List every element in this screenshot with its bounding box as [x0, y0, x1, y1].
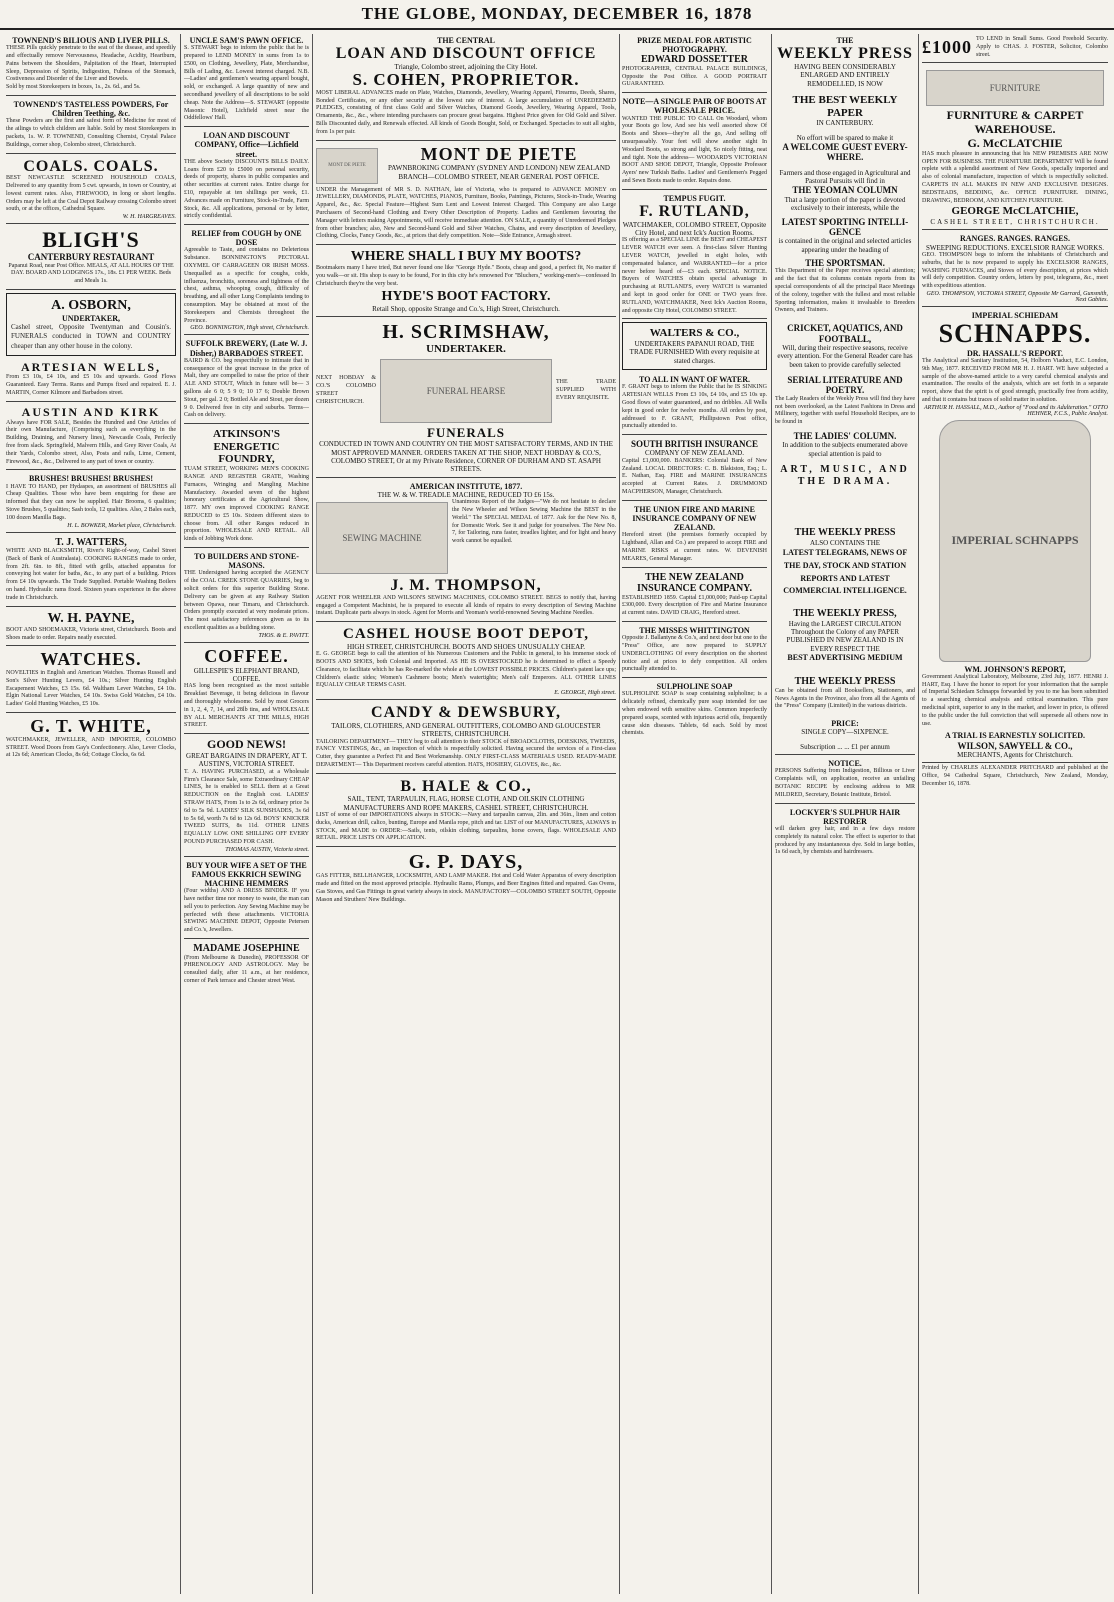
- ad-heading: LOCKYER'S SULPHUR HAIR RESTORER: [789, 807, 901, 826]
- ad-heading: A. OSBORN,: [51, 298, 131, 314]
- ad-text: Having the LARGEST CIRCULATION Throughout the Colony of any PAPER PUBLISHED IN NEW ZEALAND IS IN EVERY RESPECT THE: [786, 619, 904, 653]
- ad-text: AGENT FOR WHEELER AND WILSON'S SEWING MACHINES, COLOMBO STREET. BEGS to notify that, having engaged a Competent Machinist, he is prepared to execute all kinds of repairs to every description of Sewing Machine instant. Duplicate parts always in stock. Agent for Morris and Yeoman's world-renowned Sewing Machine Needles.: [316, 594, 616, 617]
- ad-heading: FUNERALS: [426, 424, 506, 440]
- ad-text: WHITE AND BLACKSMITH, River's Right-of-way, Cashel Street (Back of Bank of Australasia). COOKING RANGES made to order, from 2ft. 6in. to 8ft., fitted with grills, attached apparatus for conveying hot water for baths, &c., to any part of a building. Prices from £4 10s upwards. The Trade Supplied. Portable Washing Boilers on hand. Hydraulic rams fixed. Sixteen years experience in the above trade in Christchurch.: [6, 548, 176, 601]
- ad-heading: UNCLE SAM'S PAWN OFFICE.: [189, 36, 304, 45]
- ad-heading: THE SPORTSMAN.: [805, 258, 885, 269]
- ad-heading: ATKINSON'S ENERGETIC FOUNDRY,: [212, 428, 281, 466]
- ad-blighs: [6, 226, 176, 290]
- ad-heading: TOWNEND'S TASTELESS POWDERS, For Children Teething, &c.: [13, 99, 169, 119]
- ad-signature: GEO. BONNINGTON, High street, Christchurch.: [190, 325, 309, 332]
- ad-heading: RANGES. RANGES. RANGES.: [959, 234, 1071, 244]
- ad-townend-pills: [6, 34, 176, 96]
- ad-text: Farmers and those engaged in Agricultural and Pastoral Pursuits will find in: [779, 168, 911, 186]
- ad-text: TO LEND in Small Sums. Good Freehold Security. Apply to CHAS. J. FOSTER, Solicitor, Colombo street.: [976, 36, 1108, 58]
- ad-subheading: Triangle, Colombo street, adjoining the City Hotel.: [394, 62, 538, 71]
- ad-heading: THE UNION FIRE AND MARINE INSURANCE COMPANY OF NEW ZEALAND.: [632, 504, 757, 533]
- imprint: Printed by CHARLES ALEXANDER PRITCHARD and published at the Office, 94 Cathedral Square, Christchurch, New Zealand, Monday, December 16, 1878.: [922, 765, 1108, 787]
- ad-text: BEST NEWCASTLE SCREENED HOUSEHOLD COALS, Delivered to any quantity from 5 cwt. upwards, in town or Country, at lowest current rates. Also, FIREWOOD, in long or short lengths. Orders may be left at the Coal Depot Railway crossing Colombo street south, or at the offices, Cathedral Square.: [6, 175, 176, 213]
- ad-builders: [184, 550, 309, 643]
- ad-madame-josephine: [184, 941, 309, 989]
- ad-heading: TO ALL IN WANT OF WATER.: [639, 375, 750, 385]
- pawn-balls-icon: [316, 148, 378, 184]
- ad-wheeler-wilson: [316, 480, 616, 623]
- ad-heading: J. M. THOMPSON,: [390, 577, 542, 595]
- ad-text: NEXT HOBDAY & CO.'S COLOMBO STREET CHRISTCHURCH.: [316, 375, 376, 405]
- ad-heading: LOAN AND DISCOUNT COMPANY, Office—Lichfield street.: [194, 131, 299, 159]
- ad-text: MERCHANTS, Agents for Christchurch.: [957, 751, 1073, 759]
- ad-heading: CASHEL HOUSE BOOT DEPOT,: [342, 626, 589, 643]
- ad-text: Unanimous Report of the Judges—"We do not hesitate to declare the New Wheeler and Wilson Sewing Machine the BEST in the World." The SPECIAL MEDAL of 1877. Ask for the New No. 8, for Domestic Work. See it and judge for yourselves. The New No. 7, for Tailoring, runs faster, treadles lighter, and for light and heavy work cannot be equalled.: [452, 499, 616, 545]
- ad-brushes: [6, 472, 176, 532]
- ad-signature: THOS. & E. PAVITT.: [258, 632, 309, 639]
- ad-text: (Four widths) AND A DRESS BINDER. IF you have neither time nor money to waste, the man can sell you to perfection. Any Sewing Machine may be perfected with these attachments. VICTORIA SEWING MACHINE DEPOT, Opposite Petersen and Co.'s, Jewellers.: [184, 888, 309, 934]
- ad-text: The Lady Readers of the Weekly Press will find they have not been overlooked, as the Latest Fashions in Dress and Millinery, together with useful Household Recipes, are to be found in: [775, 395, 915, 426]
- ad-text: is contained in the original and selected articles appearing under the heading of: [778, 237, 912, 254]
- ad-text: BAIRD & CO. beg respectfully to intimate that in consequence of the great increase in the price of Malt, they are compelled to raise the price of their ALE AND STOUT, Which in future will be— 3 gallons ale 6 0; 5 9 0; 10 17 6; Double Brown Stout, per gal. 2 0; Bottled Ale and Stout, per dozen 9 0. Delivered free in city and suburbs. Terms—Cash on delivery.: [184, 357, 309, 419]
- ad-text: LIST of some of our IMPORTATIONS always in STOCK:—Navy and tarpaulin canvas, 2lin. and 36in., linen and cotton ducks, American drill, calico, bunting, Europe and Manila rope, pitch and tar. LIST of our MANUFACTURES, ALWAYS in STOCK, and MADE to ORDER:—Sails, tents, oilskin clothing, tarpaulins, horse covers, flags. WHOLESALE AND RETAIL. PRICE LISTS ON APPLICATION.: [316, 812, 616, 842]
- ad-text: Opposite J. Ballantyne & Co.'s, and next door but one to the "Press" Office, are now prepared to SUPPLY UNDERCLOTHING Of every description on the shortest notice and at prices to defy competition. All orders punctually attended to.: [622, 635, 767, 673]
- ad-text: This Department of the Paper receives special attention; and the fact that its columns contain reports from its special correspondents of all the principal Race Meetings of the colony, together with the fullest and most reliable Sporting information, makes it invaluable to Breeders Owners, and Trainers.: [775, 268, 915, 314]
- ad-heading: COALS. COALS.: [23, 157, 159, 175]
- ad-subheading: CASHEL STREET, CHRISTCHURCH.: [930, 218, 1100, 226]
- ad-where-boots: [316, 247, 616, 317]
- ad-heading: GEORGE McCLATCHIE,: [951, 205, 1079, 218]
- ad-heading: T. J. WATTERS,: [55, 536, 127, 548]
- ad-text: IS offering as a SPECIAL LINE the BEST and CHEAPEST LEVER WATCH ever seen. A first-class Silver Hunting LEVER WATCH, jewelled in eight holes, with compensated balance, and WARRANTED—for a price never before heard of—£3 each. SPECIAL NOTICE. Buyers of WATCHES obtain special advantage in purchasing at RUTLAND'S, every WATCH is warranted and kept in good order for ONE or TWO years free. RUTLAND, WATCHMAKER, Next Ick's Auction Rooms, and opposite City Hotel, COLOMBO STREET.: [622, 237, 767, 314]
- ad-artesian-wells: [6, 359, 176, 402]
- ad-walters: [622, 322, 767, 370]
- ad-text: Sold by most Storekeepers in boxes, 1s., 2s. 6d., and 5s.: [6, 84, 141, 91]
- ad-subheading: THE W. & W. TREADLE MACHINE, REDUCED TO £6 15s.: [377, 490, 555, 499]
- ad-text: (From Melbourne & Dunedin), PROFESSOR OF PHRENOLOGY AND ASTROLOGY. May be consulted daily, after 11 a.m., at her residence, corner of Park terrace and Chester street West.: [184, 954, 309, 984]
- ad-heading: MONT DE PIETE: [420, 143, 578, 164]
- ad-heading: COFFEE.: [204, 645, 289, 666]
- ad-text: THE above Society DISCOUNTS BILLS DAILY. Loans from £20 to £5000 on personal security, deeds of property, shares in public companies and other securities at current rates. Entire charge for £10, repayable at ten shillings per week, £1. Advances made on Furniture, Stock-in-Trade, Farm Stock, &c. All applications, personal or by letter, strictly confidential.: [184, 158, 309, 220]
- ad-heading: G. McCLATCHIE: [967, 135, 1063, 150]
- ad-text: THE TRADE SUPPLIED WITH EVERY REQUISITE.: [556, 379, 616, 401]
- ad-text: Subscription ... ... £1 per annum: [800, 742, 890, 751]
- ad-text: PHOTOGRAPHER, CENTRAL PALACE BUILDINGS, Opposite the Post Office. A GOOD PORTRAIT GUARANTEED.: [622, 65, 767, 88]
- ad-coffee: [184, 645, 309, 734]
- ad-watches: [6, 648, 176, 713]
- ad-text: HAS long been recognised as the most suitable Breakfast Beverage, it being delicious in flavour and thoroughly wholesome. Sold by most Grocers in 1, 2, 4, 7, 14, and 28lb tins, and WHOLESALE BY ALL MERCHANTS AT THE MILLS, HIGH STREET.: [184, 683, 309, 729]
- ad-grant-water: [622, 373, 767, 435]
- ad-signature: E. GEORGE, High street.: [554, 690, 616, 697]
- ad-text: ALSO CONTAINS THE: [809, 538, 881, 547]
- ad-heading: THE BEST WEEKLY PAPER: [792, 93, 898, 119]
- ad-heading: ART, MUSIC, AND THE DRAMA.: [780, 464, 910, 487]
- ad-ranges: [922, 232, 1108, 307]
- ad-subheading: IN CANTERBURY.: [816, 119, 874, 128]
- mont-header: [316, 145, 616, 187]
- ad-heading: BLIGH'S: [42, 227, 140, 253]
- ad-heading: TEMPUS FUGIT.: [663, 193, 726, 203]
- ad-text: No effort will be spared to make it: [796, 133, 894, 142]
- ad-heading: THE WEEKLY PRESS: [794, 527, 896, 539]
- hearse-icon: [380, 359, 552, 423]
- ad-weekly-press: [775, 34, 915, 755]
- ad-subheading: GREAT BARGAINS IN DRAPERY, AT T. AUSTIN'S, VICTORIA STREET.: [186, 751, 307, 769]
- ad-text: Papanui Road, near Post Office. MEALS, AT ALL HOURS OF THE DAY. BOARD AND LODGINGS 17s., 18s. £1 PER WEEK. Beds and Meals 1s.: [8, 262, 174, 285]
- ad-subheading: UNDERTAKER,: [61, 314, 121, 324]
- ad-text: F. GRANT begs to inform the Public that he IS SINKING ARTESIAN WELLS From £3 10s, £4 10s, and £5 10s up. Good flows of water guaranteed, and no dribbles. All Wells kept in good order for twelve months. All orders by post, addressed to F. GRANT, Phillipstown Post office, punctually attended to.: [622, 384, 767, 430]
- ad-text: From £3 10s, £4 10s, and £5 10s and upwards. Good Flows Guaranteed. Easy Terms. Rams and Pumps fixed and repaired. E. J. MARTIN, Corner Kilmore and Barbadoes street.: [6, 374, 176, 396]
- ad-loan-discount: [184, 129, 309, 225]
- ad-atkinson-foundry: [184, 426, 309, 548]
- ad-relief-cough: [184, 227, 309, 335]
- ad-heading: CANDY & DEWSBURY,: [371, 704, 561, 722]
- ad-cashel-house: [316, 624, 616, 700]
- ad-heading: W. H. PAYNE,: [47, 610, 135, 626]
- ad-heading: BUY YOUR WIFE A SET OF THE FAMOUS EKKRICH SEWING MACHINE HEMMERS: [186, 860, 307, 889]
- ad-text: S. STEWART begs to inform the public that he is prepared to LEND MONEY in sums from 1s to £500, on Clothing, Jewellery, Plate, Merchandise, Bills of Lading, &c. Lowest interest charged. N.B.—Ladies' and gentlemen's wearing apparel bought, sold, or exchanged. A large quantity of new and secondhand jewellery of all descriptions to be sold cheap. Note the Address—S. STEWART (opposite Masonic Hotel), Lichfield street near the Oddfellows' Hall.: [184, 45, 309, 122]
- ad-heading: THE NEW ZEALAND INSURANCE COMPANY.: [636, 571, 752, 595]
- ad-heading: PRIZE MEDAL FOR ARTISTIC PHOTOGRAPHY.: [637, 36, 752, 55]
- ad-text: E. G. GEORGE begs to call the attention of his Numerous Customers and the Public in general, to his immense stock of BOOTS AND SHOES, both Colonial and Imported. AS HE IS OVERSTOCKED he is determined to effect a Speedy Clearance, to facilitate which he has Re-marked the whole at the LOWEST POSSIBLE PRICES. Children's patent lace ups; Children's elastic sides; Women's Cashmere boots; Men's watertights; Men's calf Emperors. ALL OTHER LINES EQUALLY CHEAP. TERMS CASH.: [316, 651, 616, 689]
- ad-text: Can be obtained from all Booksellers, Stationers, and News Agents in the Province, also from all the Agents of the "Press" Company (Limited) in the various districts.: [775, 687, 915, 710]
- ad-heading: LATEST TELEGRAMS, NEWS OF THE DAY, STOCK AND STATION REPORTS AND LATEST COMMERCIAL INTELLIGENCE.: [782, 547, 908, 596]
- illus-caption: MONT DE PIETE: [328, 163, 366, 169]
- ad-austin-kirk: [6, 404, 176, 471]
- ad-watters: [6, 535, 176, 607]
- ad-text: HAS much pleasure in announcing that his NEW PREMISES ARE NOW OPEN FOR BUSINESS. THE FURNITURE DEPARTMENT Will be found replete with a splendid assortment of New Goods, specially imported and also of colonial manufacture, inspection of which is respectfully solicited. CARPETS IN ALL MAKES IN NEW AND EXCLUSIVE DESIGNS. BEDSTEADS, BEDDING, &c. OFFICE FURNITURE. DINING, DRAWING, BEDROOM, AND KITCHEN FURNITURE.: [922, 150, 1108, 204]
- ad-signature: W. H. HARGREAVES.: [122, 214, 176, 221]
- ad-heading: WATCHES.: [40, 649, 142, 670]
- ad-heading: THE WEEKLY PRESS: [794, 676, 896, 688]
- ad-text: Always have FOR SALE, Besides the Hundred and One Articles of their own Manufacture, (Comprising such as everything in the Building, Draining, and Nursery lines), Newcastle Coals, Perfectly free from slack. Springfield, Malvern Hills, and Grey River Coals, At their Yards, Colombo street, Also, Posts and rails, Lime, Cement, Firewood, &c., &c., Delivered to any part of town or country.: [6, 419, 176, 465]
- ad-text: ESTABLISHED 1859. Capital £1,000,000; Paid-up Capital £300,000. Every description of Fire and Marine Insurance at current rates. DAVID CRAIG, Hereford street.: [622, 594, 767, 617]
- ad-heading: B. HALE & CO.,: [400, 777, 532, 795]
- ad-text: CONDUCTED IN TOWN AND COUNTRY ON THE MOST SATISFACTORY TERMS, AND IN THE MOST APPROVED MANNER. ORDERS TAKEN AT THE SHOP, NEXT HOBDAY & CO.'S, COLOMBO STREET, Or at my Private Residence, CORNER OF DURHAM AND ST. ASAPH STREETS.: [319, 440, 613, 474]
- column-rule: [918, 34, 919, 1594]
- ad-lend-money: [922, 34, 1108, 63]
- ad-text: MOST LIBERAL ADVANCES made on Plate, Watches, Diamonds, Jewellery, Wearing Apparel, Firearms, Deeds, Shares, Bonded Certificates, or any other security at the lowest rate of interest. A large accumulation of UNREDEEMED PLEDGES, consisting of first class Gold and Silver Watches, Diamond Goods, Jewellery, Wearing Apparel, Tools, Ornaments, &c., &c., where intending purchasers can procure great bargains. Highest Price given for Old Gold and Silver. Bills Discounted daily, and Renewals effected. All kinds of Goods Bought, Sold, or Exchanged. Spectacles to suit all sights, from 1s per pair.: [316, 89, 616, 135]
- ad-townend-powders: [6, 98, 176, 154]
- ad-heading: THE LADIES' COLUMN.: [793, 430, 897, 441]
- ad-heading: SUFFOLK BREWERY, (Late W. J. Disher,) BARBADOES STREET.: [185, 339, 308, 358]
- illus-caption: SEWING MACHINE: [342, 533, 422, 544]
- ad-woodard: [622, 95, 767, 190]
- ad-text: PERSONS Suffering from Indigestion, Billious or Liver Complaints will, on application, receive an unfailing BOTANIC RECIPE by enclosing address to MR MILDRED, Secretary, Botanic Institute, Bristol.: [775, 768, 915, 798]
- ad-subheading: GILLESPIE'S ELEPHANT BRAND, COFFEE.: [193, 666, 300, 684]
- ad-heading: THE MISSES WHITTINGTON: [639, 625, 750, 635]
- ad-heading: CRICKET, AQUATICS, AND FOOTBALL,: [787, 323, 903, 344]
- ad-text: T. A. HAVING PURCHASED, at a Wholesale Firm's Clearance Sale, some Extraordinary CHEAP LINES, he is enabled to SELL them at a Great REDUCTION on the English cost. LADIES' STRAW HATS, From 1s to 2s 6d, ordinary price 3s 6d to 5s 9d. LADIES' SILK SUNSHADES, 3s 6d to 5s 6d, worth 7s 6d to 12s 6d. BOYS' KNICKER TWEED SUITS, 8s 11d. OTHER LINES EQUALLY LOW. ONE SHILLING OFF EVERY POUND PURCHASED FOR CASH.: [184, 768, 309, 845]
- ad-osborn: [6, 293, 176, 356]
- schnapps-bottle-icon: [939, 420, 1091, 662]
- ad-rutland: [622, 192, 767, 320]
- ad-text: Bootmakers many I have tried, But never found one like "George Hyde." Boots, cheap and good, a perfect fit, No matter if you walk—or sit. His shop is easy to be found, For in this city he's renowned For "Bluchers," working-men's—confessed In Christchurch they're the very best.: [316, 265, 616, 287]
- ad-text: GAS FITTER, BELLHANGER, LOCKSMITH, AND LAMP MAKER. Hot and Cold Water Apparatus of every description made and fitted on the most approved principle. Hydraulic Rams, Plumps, and Beer Engines fitted and repaired. Gas Ovens, Gas Stoves, and Gas Fittings in great variety always in stock. MANUFACTORY—COLOMBO STREET SOUTH, Opposite Mason and Struthers' New Buildings.: [316, 873, 616, 903]
- column-rule: [312, 34, 313, 1594]
- column-rule: [619, 34, 620, 1594]
- illus-caption: FUNERAL HEARSE: [426, 385, 506, 396]
- ad-text: Hereford street (the premises formerly occupied by Lightband, Allan and Co.) are prepared to accept FIRE and MARINE RISKS at current rates. W. DEVENISH MEARES, General Manager.: [622, 532, 767, 562]
- column-3: [316, 34, 616, 1594]
- ad-heading: WHERE SHALL I BUY MY BOOTS?: [350, 249, 582, 265]
- ad-heading: AUSTIN AND KIRK: [21, 404, 161, 419]
- illus-caption: FURNITURE: [989, 83, 1041, 94]
- ad-payne: [6, 609, 176, 647]
- ad-subheading: Retail Shop, opposite Strange and Co.'s, High Street, Christchurch.: [372, 304, 560, 313]
- ad-subheading: TAILORS, CLOTHIERS, AND GENERAL OUTFITTERS, COLOMBO AND GLOUCESTER STREETS, CHRISTCHURCH.: [331, 721, 601, 739]
- lend-row: [922, 36, 1108, 59]
- ad-subheading: CANTERBURY RESTAURANT: [27, 252, 155, 263]
- ad-heading: SCHNAPPS.: [938, 319, 1092, 349]
- ad-heading: SERIAL LITERATURE AND POETRY.: [787, 375, 903, 396]
- column-6: [922, 34, 1108, 1594]
- ad-heading: AMERICAN INSTITUTE, 1877.: [409, 481, 523, 491]
- ad-hale: [316, 776, 616, 848]
- ad-heading: G. P. DAYS,: [408, 851, 524, 874]
- ad-text: SULPHOLINE SOAP is soap containing sulpholine; is a delicately refined, chemically pure soap intended for use when endowed with sensitive skins. Common imperfectly prepared soaps, scented with injurious acrid oils, frequently cause skin diseases. Tablets, 6d each. Sold by most chemists.: [622, 691, 767, 737]
- ad-heading: NOTE—A SINGLE PAIR OF BOOTS AT WHOLESALE PRICE.: [622, 97, 767, 116]
- ad-subheading: PAWNBROKING COMPANY (SYDNEY AND LONDON) NEW ZEALAND BRANCH—COLOMBO STREET, NEAR GENERAL POST OFFICE.: [388, 164, 610, 181]
- ad-uncle-sams: [184, 34, 309, 127]
- ad-text: will darken grey hair, and in a few days restore completely its natural color. The effect is superior to that produced by any instantaneous dye. Sold in large bottles, 1s 6d each, by chemists and hairdressers.: [775, 826, 915, 856]
- ad-heading: LATEST SPORTING INTELLI-GENCE: [781, 216, 909, 237]
- ad-central-loan: [316, 34, 616, 141]
- ad-heading: DR. HASSALL'S REPORT.: [966, 348, 1064, 358]
- ad-whittington: [622, 624, 767, 678]
- ad-text: Cashel street, Opposite Twentyman and Cousin's. FUNERALS conducted in TOWN and COUNTRY cheaper than any other house in the colony.: [11, 323, 171, 350]
- ad-heading: BEST ADVERTISING MEDIUM: [787, 653, 903, 663]
- ad-text: UNDER the Management of MR S. D. NATHAN, late of Victoria, who is prepared to ADVANCE MONEY on JEWELLERY, DIAMONDS, PLATE, WATCHES, PIANOS, Furniture, Books, Paintings, Pictures, Stock-in-Trade, Wearing Apparel, &c., &c. Special Feature—Highest Sum Lent and Lowest Interest Charged. This Company are also Large Purchasers of Second-hand Clothing and Every Other Description of Property. Ladies and Gentlemen favouring the Manager with letters making Appointments, will receive immediate attention. ON SALE, a quantity of Unredeemed Pledges from other branches; also, New and Second-hand Gold and Silver Watches, Chains, and every description of Jewellery, Clothing, Clocks, Fancy Goods, &c., at prices that defy competition. Note—Side Entrance, Armagh street.: [316, 186, 616, 240]
- ad-signature: H. L. BOWKER, Market place, Christchurch.: [67, 522, 176, 529]
- ad-heading: EDWARD DOSSETTER: [641, 54, 748, 66]
- ad-text: THE Undersigned having accepted the AGENCY of the COAL CREEK STONE QUARRIES, beg to solicit orders for this superior Building Stone. Delivery can be given at any Railway Station between Opawa, near Timaru, and Christchurch. Orders promptly executed at very moderate prices. The most satisfactory references given as to its excellent qualities as a building stone.: [184, 570, 309, 632]
- furniture-icon: [926, 70, 1104, 106]
- ad-text: Will, during their respective seasons, receive every attention. For the General Reader care has been taken to provide carefully selected: [777, 343, 913, 369]
- ad-suffolk-brewery: [184, 337, 309, 424]
- ad-heading: RELIEF from COUGH by ONE DOSE: [191, 229, 302, 248]
- ad-heading: A WELCOME GUEST EVERY-WHERE.: [782, 142, 908, 163]
- ad-subheading: UNDERTAKER.: [426, 343, 506, 356]
- ad-good-news: [184, 736, 309, 857]
- ad-text: These Powders are the first and safest form of Medicine for most of the ailings to which children are liable. Sold by most Storekeepers in packets, 1s. W. P. TOWNEND, Consulting Chemist, Crystal Palace Buildings, corner shop, Colombo street, Christchurch.: [6, 118, 176, 148]
- column-rule: [771, 34, 772, 1594]
- ad-signature: GEO. THOMPSON, VICTORIA STREET, Opposite Mr Garrard, Gunsmith, Next Gabites.: [926, 290, 1108, 303]
- ad-union-fire: [622, 503, 767, 568]
- ad-south-british: [622, 437, 767, 501]
- ad-heading: WALTERS & CO.,: [649, 327, 740, 340]
- ad-heading: SOUTH BRITISH INSURANCE: [630, 439, 759, 450]
- ad-heading: IMPERIAL SCHIEDAM: [971, 310, 1059, 320]
- ad-mont-de-piete: [316, 143, 616, 246]
- ad-text: Agreeable to Taste, and contains no Deleterious Substance. BONNINGTON'S PECTORAL OXYMEL OF CARRAGEEN OR IRISH MOSS. Unequalled as a specific for coughs, colds, influenza, bronchitis, soreness and tightness of the chest, asthma, whooping cough, difficulty of breathing, and all other Lung Complaints tending to consumption. May be obtained at most of the Storekeepers and Chemists throughout the Province.: [184, 247, 309, 324]
- ad-heading: WM. JOHNSON'S REPORT,: [964, 664, 1066, 674]
- ad-heading: F. RUTLAND,: [639, 203, 750, 220]
- ad-heading: FURNITURE & CARPET WAREHOUSE.: [946, 108, 1084, 137]
- column-2: [184, 34, 309, 1594]
- ad-days: [316, 849, 616, 907]
- ad-subheading: SAIL, TENT, TARPAULIN, FLAG, HORSE CLOTH, AND OILSKIN CLOTHING MANUFACTURERS AND ROPE MAKERS, CASHEL STREET, CHRISTCHURCH.: [343, 795, 589, 812]
- ad-text: GEO. THOMPSON begs to inform the inhabitants of Christchurch and suburbs, that he is now prepared to supply his EXCELSIOR RANGES, WASHING FURNACES, and Stoves of every description, at prices which will defy competition. Country orders, letters by post, telegrams, &c., meet with expeditious attention.: [922, 251, 1108, 290]
- ad-text: Capital £1,000,000. BANKERS: Colonial Bank of New Zealand. LOCAL DIRECTORS: C. B. Blakiston, Esq.; L. E. Nathan, Esq. FIRE and MARINE INSURANCES accepted at Current Rates. J. DRUMMOND MACPHERSON, Manager, Christchurch.: [622, 457, 767, 496]
- illus-caption: IMPERIAL SCHNAPPS: [951, 533, 1079, 548]
- ad-furniture: [922, 65, 1108, 230]
- ad-text: In addition to the subjects enumerated above special attention is paid to: [782, 441, 908, 458]
- masthead-title: THE GLOBE, MONDAY, DECEMBER 16, 1878: [361, 4, 753, 23]
- column-rule: [180, 34, 181, 1594]
- ad-heading: £1000: [922, 36, 972, 57]
- ad-text: NOVELTIES in English and American Watches. Thomas Russell and Son's Silver Hunting Levers, £4 10s.; Silver Hunting English Escapement Watches, £3 15s. 6d. Waltham Lever Watches, £4 10s. Elgin National Lever Watches, £4 10s. Swiss Gold Watches, £4 10s. Ladies' Gold Hunting Watches, £5 10s.: [6, 670, 176, 708]
- ad-heading: ARTESIAN WELLS,: [20, 359, 162, 374]
- ad-heading: H. SCRIMSHAW,: [382, 321, 550, 344]
- ad-heading: THE WEEKLY PRESS,: [793, 608, 897, 620]
- ad-signature: THOMAS AUSTIN, Victoria street.: [225, 846, 309, 853]
- ad-heading: SULPHOLINE SOAP: [656, 682, 733, 692]
- ad-dossetter: [622, 34, 767, 93]
- ad-heading: GOOD NEWS!: [206, 737, 286, 752]
- ad-white: [6, 715, 176, 763]
- ad-text: HAVING BEEN CONSIDERABLY ENLARGED AND ENTIRELY REMODELLED, IS NOW: [794, 62, 896, 88]
- ad-heading: PRICE:: [831, 719, 859, 729]
- ad-text: The Analytical and Sanitary Institution, 54, Holborn Viaduct, E.C. London, 9th May, 1877. RECEIVED FROM MR H. J. HART. WE have subjected a sample of the above-named article to a very careful chemical analysis and examination. The results of the analysis, which are set forth in a separate report, show that the spirit is of good strength, practically free from acidity, and that it contains but traces of solid matter in solution.: [922, 357, 1108, 403]
- ad-text: BOOT AND SHOEMAKER, Victoria street, Christchurch. Boots and Shoes made to order. Repairs neatly executed.: [6, 626, 176, 641]
- ad-text: WANTED THE PUBLIC TO CALL On Woodard, whom your Boots go low, And see his well assorted show Of Boots and Shoes—they're all the go, And selling off unsurpassably. Your feet will show another sight In Woodard Boots, so strong and light, So nicely fitting, neat and tight. Note the address— WOODARD'S VICTORIAN BOOT AND SHOE DEPOT, Triangle, Opposite Professor Ayers' new Turkish Baths. Ladies' and Gentlemen's Pegged and Sewn Boots made to order. Repairs done.: [622, 115, 767, 185]
- ad-ekkrich: [184, 859, 309, 939]
- column-4: [622, 34, 767, 1594]
- ad-heading: HYDE'S BOOT FACTORY.: [381, 288, 551, 304]
- ad-sulpholine: [622, 680, 767, 741]
- column-5: [775, 34, 915, 1594]
- inst-row: [316, 499, 616, 577]
- masthead: [0, 4, 1114, 30]
- scrim-row: [316, 356, 616, 426]
- ad-signature: ARTHUR H. HASSALL, M.D., Author of "Food and its Adulteration." OTTO HEHNER, F.C.S., Public Analyst.: [923, 404, 1108, 417]
- ad-heading: BRUSHES! BRUSHES! BRUSHES!: [28, 474, 154, 484]
- ad-subheading: WATCHMAKER, COLOMBO STREET, Opposite City Hotel, and next Ick's Auction Rooms.: [622, 220, 767, 237]
- ad-heading: THE: [836, 36, 854, 45]
- ad-text: SINGLE COPY—SIXPENCE.: [801, 728, 889, 737]
- ad-heading: NOTICE.: [828, 759, 862, 769]
- column-1: [6, 34, 176, 1594]
- sewing-machine-icon: [316, 502, 448, 574]
- ad-coals: [6, 156, 176, 225]
- ad-notice: [775, 757, 915, 803]
- ad-nz-insurance: [622, 570, 767, 622]
- ad-subheading: HIGH STREET, CHRISTCHURCH. BOOTS AND SHOES UNUSUALLY CHEAP.: [346, 642, 586, 651]
- ad-heading: A TRIAL IS EARNESTLY SOLICITED.: [945, 731, 1085, 741]
- ad-subheading: SWEEPING REDUCTIONS. EXCELSIOR RANGE WORKS.: [926, 243, 1104, 252]
- ad-text: Government Analytical Laboratory, Melbourne, 23rd July, 1877. HENRI J. HART, Esq. I have the honor to report for your information that the sample of Imperial Schiedam Schnapps forwarded by you to me has been submitted to a searching chemical analysis and critical examination. This pure medicinal spirit, superior to any in the market, and lower in price, is offered to the public under the full conviction that will supersede all others now in use.: [922, 673, 1108, 727]
- ad-text: That a large portion of the paper is devoted exclusively to their interests, while the: [784, 195, 906, 213]
- ad-lockyer: [775, 806, 915, 861]
- ad-heading: THE CENTRAL: [436, 36, 495, 45]
- ad-text: WATCHMAKER, JEWELLER, AND IMPORTER, COLOMBO STREET. Wood Doors from Gay's Confectionery. Also, Lever Clocks, at 12s 6d; American Clocks, 8s 6d; Cottage Clocks, 6s 6d.: [6, 736, 176, 759]
- ad-text: I HAVE TO HAND, per Hydaspes, an assortment of BRUSHES all Cheap Qualities. Those who have been enquiring for these are informed that they can now be supplied. Hair Brooms, 6 qualities; Stove Brushes, 5 qualities; Sash tools, 12 qualities. Also, 2 Bales each, 100 dozen Manilla Bags.: [6, 483, 176, 521]
- ad-scrimshaw: [316, 319, 616, 478]
- ad-heading: WEEKLY PRESS: [777, 45, 913, 63]
- ad-text: TAILORING DEPARTMENT— THEY beg to call attention to their STOCK of BROADCLOTHS, DOESKINS, TWEEDS, FANCY VESTINGS, &c., an inspection of which is respectfully solicited. Having secured the services of a First-class Cutter, they guarantee a Perfect Fit and Best Workmanship. ONLY FIRST-CLASS MATERIALS USED. READY-MADE DEPARTMENT— This Department receives careful attention. HATS, HOSIERY, GLOVES, &c., &c.: [316, 738, 616, 768]
- ad-heading: TO BUILDERS AND STONE-MASONS.: [194, 552, 299, 571]
- ad-heading: G. T. WHITE,: [30, 716, 152, 737]
- ad-heading: THE YEOMAN COLUMN: [792, 185, 898, 196]
- ad-subheading: COMPANY OF NEW ZEALAND.: [645, 449, 744, 458]
- ad-text: THESE Pills quickly penetrate to the seat of the disease, and speedily and effectually remove Nervousness, Headache, Acidity, Heartburn, Pains between the Shoulders, Palpitation of the Heart, Interrupted Sleep, Depression of Spirits, Indigestion, Fulness of the Stomach, Costiveness and Disorder of the Liver and Bowels.: [6, 45, 176, 83]
- ad-candy-dewsbury: [316, 702, 616, 774]
- ad-heading: LOAN AND DISCOUNT OFFICE: [335, 45, 597, 63]
- ad-heading: MADAME JOSEPHINE: [193, 943, 300, 955]
- ad-text: UNDERTAKERS PAPANUI ROAD, THE TRADE FURNISHED With every requisite at stated charges.: [629, 339, 760, 365]
- ad-schnapps: [922, 309, 1108, 763]
- ad-text: TUAM STREET, WORKING MEN'S COOKING RANGE AND REGISTER GRATE, Washing Furnaces, Wringing and Mangling Machine Manufactory. Awarded seven of the highest honorary certificates at the Agricultural Show, 1877. MY own improved COOKING RANGE REDUCED to £5 10s. Sixteen different sizes to choose from. All other Ranges reduced in proportion. WHOLESALE AND RETAIL. All kinds of Jobbing Work done.: [184, 466, 309, 543]
- ad-heading: WILSON, SAWYELL & CO.,: [957, 740, 1073, 751]
- ad-heading: TOWNEND'S BILIOUS AND LIVER PILLS.: [12, 36, 170, 45]
- ad-heading: S. COHEN, PROPRIETOR.: [352, 70, 580, 90]
